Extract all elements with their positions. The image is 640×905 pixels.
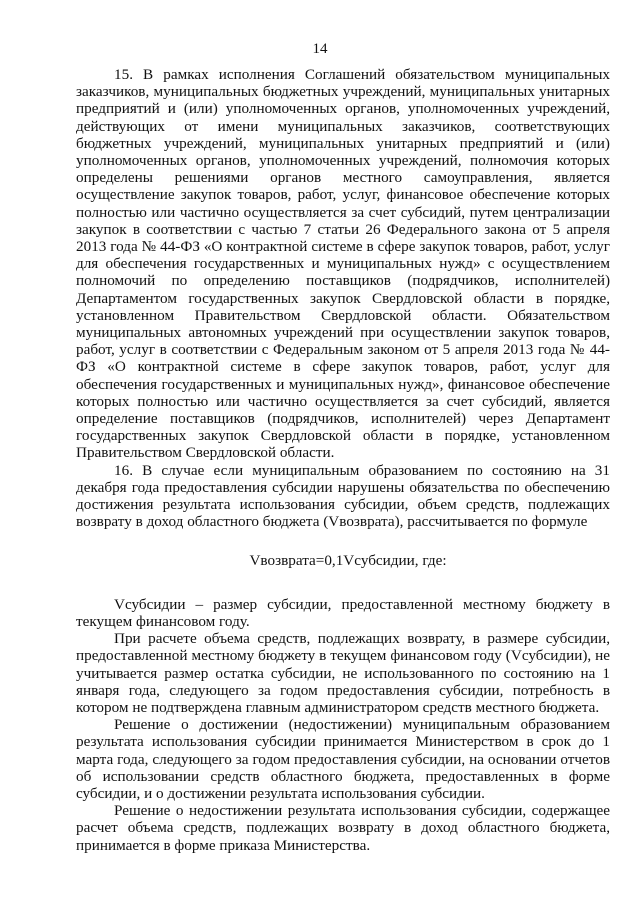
formula-definition: Vсубсидии – размер субсидии, предоставленной местному бюджету в текущем финансовом году. (76, 595, 610, 630)
formula: Vвозврата=0,1Vсубсидии, где: (249, 552, 447, 570)
page-number: 14 (312, 41, 328, 57)
paragraph-non-achievement: Решение о недостижении результата использования субсидии, содержащее расчет объема средств, подлежащих возврату в доход областного бюджета, принимается в форме приказа Министерства. (76, 802, 610, 854)
document-body (76, 66, 610, 854)
paragraph-15: 15. В рамках исполнения Соглашений обязательством муниципальных заказчиков, муниципальных бюджетных учреждений, муниципальных унитарных предприятий и (или) уполномоченных органов, уполномоченных учреждений, действующих от имени муниципальных заказчиков, соответствующих бюджетных учреждений, муниципальных унитарных предприятий и (или) уполномоченных органов, уполномоченных учреждений, полномочия которых определены решениями органов местного самоуправления, является осуществление закупок товаров, работ, услуг, финансовое обеспечение которых полностью или частично осуществляется за счет субсидий, путем централизации закупок в соответствии с частью 7 статьи 26 Федерального закона от 5 апреля 2013 года № 44-ФЗ «О контрактной системе в сфере закупок товаров, работ, услуг для обеспечения государственных и муниципальных нужд» с осуществлением полномочий по определению поставщиков (подрядчиков, исполнителей) Департаментом государственных закупок Свердловской области в порядке, установленном Правительством Свердловской области. Обязательством муниципальных автономных учреждений при осуществлении закупок товаров, работ, услуг в соответствии с Федеральным законом от 5 апреля 2013 года № 44-ФЗ «О контрактной системе в сфере закупок товаров, работ, услуг для обеспечения государственных и муниципальных нужд», финансовое обеспечение которых полностью или частично осуществляется за счет субсидий, является определение поставщиков (подрядчиков, исполнителей) через Департамент государственных закупок Свердловской области в порядке, установленном Правительством Свердловской области. (76, 66, 610, 462)
paragraph-16: 16. В случае если муниципальным образованием по состоянию на 31 декабря года предоставления субсидии нарушены обязательства по обеспечению достижения результата использования субсидии, объем средств, подлежащих возврату в доход областного бюджета (Vвозврата), рассчитывается по формуле (76, 461, 610, 531)
paragraph-calculation: При расчете объема средств, подлежащих возврату, в размере субсидии, предоставленной местному бюджету в текущем финансовом году (Vсубсидии), не учитывается размер остатка субсидии, не использованного по состоянию на 1 января года, следующего за годом предоставления субсидии, потребность в котором не подтверждена главным администратором средств местного бюджета. (76, 630, 610, 716)
paragraph-decision: Решение о достижении (недостижении) муниципальным образованием результата использования субсидии принимается Министерством в срок до 1 марта года, следующего за годом предоставления субсидии, на основании отчетов об использовании средств областного бюджета, предоставленных в форме субсидии, и о достижении результата использования субсидии. (76, 716, 610, 802)
